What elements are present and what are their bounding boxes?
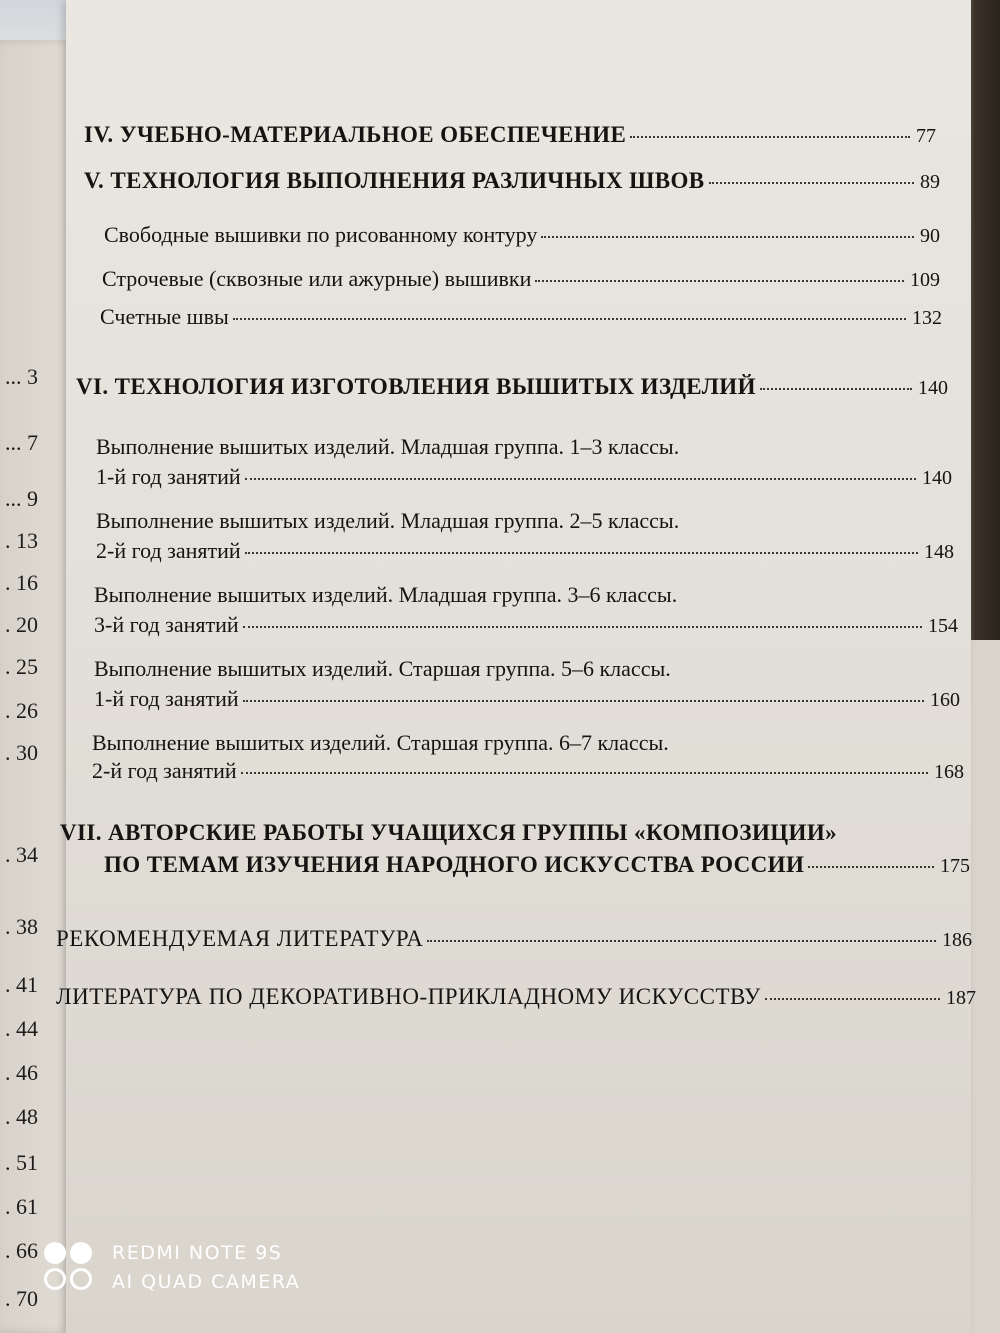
item-title-line: Выполнение вышитых изделий. Старшая группа. 5–6 классы. [94,656,671,681]
toc-item[interactable] [94,686,960,712]
left-page-number: . 30 [5,740,38,765]
toc-item[interactable] [96,538,954,564]
page-number: 89 [920,171,940,193]
page-number: 140 [922,467,952,489]
left-page-number: . 41 [5,972,38,997]
dot-leader [765,998,940,1000]
toc-section-6[interactable] [76,374,948,400]
left-page-number: . 38 [5,914,38,939]
left-page-number: . 61 [5,1194,38,1219]
dot-leader [427,940,936,942]
page-number: 186 [942,929,972,951]
dot-leader [535,280,904,282]
item-title: 2-й год занятий [92,758,237,783]
left-page-number: . 51 [5,1150,38,1175]
toc-section-7[interactable] [104,852,970,878]
item-title: Строчевые (сквозные или ажурные) вышивки [102,266,532,291]
toc-item[interactable] [102,266,940,292]
item-title-line: Выполнение вышитых изделий. Младшая группа. 3–6 классы. [94,582,678,607]
dot-leader [630,136,910,138]
dot-leader [233,318,906,320]
dot-leader [245,478,916,480]
left-page-number: . 16 [5,570,38,595]
page-number: 132 [912,307,942,329]
page-number: 154 [928,615,958,637]
left-page-number: . 20 [5,612,38,637]
item-title-line: Выполнение вышитых изделий. Старшая группа. 6–7 классы. [92,730,669,755]
watermark-camera: AI QUAD CAMERA [112,1271,301,1293]
dot-leader [709,182,915,184]
dot-leader [808,866,934,868]
item-title-line: Выполнение вышитых изделий. Младшая группа. 1–3 классы. [96,434,680,459]
toc-literature[interactable] [56,926,972,952]
watermark-model: REDMI NOTE 9S [112,1242,283,1264]
section-title: РЕКОМЕНДУЕМАЯ ЛИТЕРАТУРА [56,926,424,951]
left-page-number: . 66 [5,1238,38,1263]
camera-logo-icon [40,1238,100,1298]
left-page-number: . 44 [5,1016,38,1041]
page-number: 160 [930,689,960,711]
section-title: ПО ТЕМАМ ИЗУЧЕНИЯ НАРОДНОГО ИСКУССТВА РОССИИ [104,852,805,877]
item-title: Счетные швы [100,304,229,329]
dot-leader [243,700,924,702]
item-title: 1-й год занятий [94,686,239,711]
left-page-number: . 48 [5,1104,38,1129]
section-title: V. ТЕХНОЛОГИЯ ВЫПОЛНЕНИЯ РАЗЛИЧНЫХ ШВОВ [84,168,705,193]
left-page-number: ... 9 [5,486,38,511]
item-title: Свободные вышивки по рисованному контуру [104,222,538,247]
left-page-number: . 34 [5,842,38,867]
toc-item[interactable] [104,222,940,248]
left-page-number: . 70 [5,1286,38,1311]
page-number: 77 [916,125,936,147]
page-number: 168 [934,761,964,783]
section-title-line: VII. АВТОРСКИЕ РАБОТЫ УЧАЩИХСЯ ГРУППЫ «КОМПОЗИЦИИ» [60,820,838,845]
toc-section-5[interactable] [84,168,940,194]
left-page-number: . 13 [5,528,38,553]
left-page-number: ... 3 [5,364,38,389]
toc-item[interactable] [94,612,958,638]
left-page-number: . 25 [5,654,38,679]
dot-leader [541,236,914,238]
left-page-number: . 26 [5,698,38,723]
page-number: 140 [918,377,948,399]
section-title: VI. ТЕХНОЛОГИЯ ИЗГОТОВЛЕНИЯ ВЫШИТЫХ ИЗДЕЛИЙ [76,374,756,399]
section-title: IV. УЧЕБНО-МАТЕРИАЛЬНОЕ ОБЕСПЕЧЕНИЕ [84,122,627,147]
item-title-line: Выполнение вышитых изделий. Младшая группа. 2–5 классы. [96,508,680,533]
page-number: 175 [940,855,970,877]
camera-watermark [40,1238,300,1298]
item-title: 3-й год занятий [94,612,239,637]
left-page-number: ... 7 [5,430,38,455]
item-title: 1-й год занятий [96,464,241,489]
page-number: 90 [920,225,940,247]
left-page-number: . 46 [5,1060,38,1085]
item-title: 2-й год занятий [96,538,241,563]
toc-item[interactable] [100,304,942,330]
toc-literature-decorative[interactable] [56,984,976,1010]
page-number: 187 [946,987,976,1009]
toc-item[interactable] [92,758,964,784]
section-title: ЛИТЕРАТУРА ПО ДЕКОРАТИВНО-ПРИКЛАДНОМУ ИСКУССТВУ [56,984,761,1009]
toc-item[interactable] [96,464,952,490]
dot-leader [243,626,922,628]
dot-leader [245,552,918,554]
dot-leader [760,388,912,390]
dot-leader [241,772,928,774]
toc-section-4[interactable] [84,122,936,148]
page-number: 148 [924,541,954,563]
page-number: 109 [910,269,940,291]
